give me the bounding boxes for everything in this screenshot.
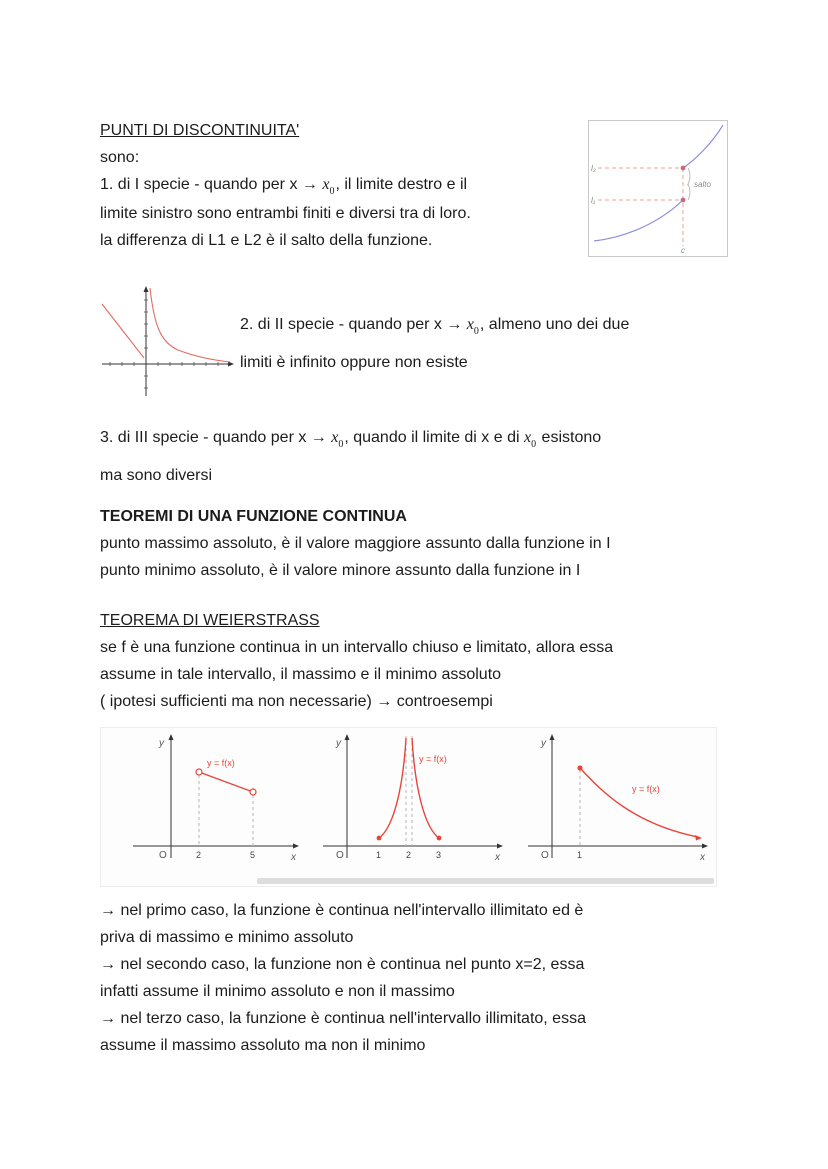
section-title-teoremi: TEOREMI DI UNA FUNZIONE CONTINUA <box>100 508 407 525</box>
second-species-graph <box>100 284 235 407</box>
lower-jump-point <box>681 198 686 203</box>
panel1-open-endpoint-left <box>196 769 202 775</box>
conclusion-line: infatti assume il minimo assoluto e non il massimo <box>100 983 455 1000</box>
section-teoremi <box>100 503 760 584</box>
panel3-origin-label: O <box>541 850 549 861</box>
panel3-curve <box>580 768 698 837</box>
section-third-species <box>100 420 760 494</box>
panel3-y-label: y <box>541 738 546 749</box>
panel1-fx-label: y = f(x) <box>207 758 235 768</box>
panel1-segment <box>199 772 253 792</box>
panel2-endpoint-left <box>376 836 381 841</box>
y-axis-arrow <box>144 286 149 292</box>
math-x: x <box>524 429 532 446</box>
panel1-tick-2: 2 <box>196 850 202 860</box>
panel3-curve-arrow <box>695 835 702 841</box>
panel1-tick-5: 5 <box>250 850 256 860</box>
conclusion-line: → nel terzo caso, la funzione è continua nell'intervallo illimitato, essa <box>100 1010 586 1027</box>
panel3-x-label: x <box>700 852 705 863</box>
math-x: x <box>322 176 330 193</box>
panel-1-graph <box>103 730 303 878</box>
math-sub0: 0 <box>531 439 537 450</box>
math-x: x <box>331 429 339 446</box>
conclusion-line: → nel primo caso, la funzione è continua nell'intervallo illimitato ed è <box>100 902 584 919</box>
teoremi-line1: punto massimo assoluto, è il valore maggiore assunto dalla funzione in I <box>100 535 611 552</box>
label-c: c <box>681 246 685 255</box>
item1-line2: limite sinistro sono entrambi finiti e diversi tra di loro. <box>100 205 471 222</box>
panel2-left-branch <box>379 738 406 838</box>
label-l2: l₂ <box>591 164 596 173</box>
hyperbola-branch <box>150 288 230 362</box>
panel1-y-label: y <box>159 738 164 749</box>
panel1-open-endpoint-right <box>250 789 256 795</box>
panel3-tick-1: 1 <box>577 850 583 860</box>
weierstrass-line3: ( ipotesi sufficienti ma non necessarie) → controesempi <box>100 693 493 710</box>
section-second-species <box>240 307 740 381</box>
section-title-discontinuita: PUNTI DI DISCONTINUITA' <box>100 122 300 139</box>
section-conclusions <box>100 897 760 1059</box>
left-red-line <box>102 304 144 358</box>
section-weierstrass <box>100 607 760 715</box>
panel1-origin-label: O <box>159 850 167 861</box>
math-sub0: 0 <box>338 439 344 450</box>
panel2-tick-2: 2 <box>405 850 411 860</box>
upper-jump-point <box>681 166 686 171</box>
math-x: x <box>466 316 474 333</box>
weierstrass-line1: se f è una funzione continua in un intervallo chiuso e limitato, allora essa <box>100 639 614 656</box>
label-salto: salto <box>694 180 711 189</box>
panel2-x-label: x <box>494 852 500 863</box>
jump-discontinuity-graph <box>588 120 728 262</box>
panel-3-graph <box>514 730 714 878</box>
label-l1: l₁ <box>591 196 596 205</box>
item1-line1: 1. di I specie - quando per $x \to x_0$, il limite destro e il <box>100 176 468 197</box>
teoremi-line2: punto minimo assoluto, è il valore minore assunto dalla funzione in I <box>100 562 581 579</box>
counterexamples-figure <box>100 727 717 887</box>
conclusion-line: assume il massimo assoluto ma non il minimo <box>100 1037 426 1054</box>
item1-line3: la differenza di L1 e L2 è il salto della funzione. <box>100 232 433 249</box>
intro-line: sono: <box>100 149 140 166</box>
panel3-endpoint <box>577 765 582 770</box>
panel2-right-branch <box>412 738 439 838</box>
item2-line2: limiti è infinito oppure non esiste <box>240 354 468 371</box>
math-sub0: 0 <box>473 326 479 337</box>
item2-line1: 2. di II specie - quando per $x \to x_0$, almeno uno dei due <box>240 316 630 337</box>
section-discontinuita <box>100 117 580 254</box>
panel1-x-label: x <box>291 852 296 863</box>
panel2-origin-label: O <box>335 850 344 861</box>
item3-line2: ma sono diversi <box>100 467 213 484</box>
figure-scroll-shadow <box>257 878 714 884</box>
math-sub0: 0 <box>329 186 335 197</box>
panel2-endpoint-right <box>436 836 441 841</box>
section-title-weierstrass: TEOREMA DI WEIERSTRASS <box>100 612 320 629</box>
axis-ticks <box>110 300 218 388</box>
panel2-tick-1: 1 <box>375 850 381 860</box>
panel3-fx-label: y = f(x) <box>632 784 660 794</box>
panel2-y-label: y <box>335 738 341 749</box>
panel2-fx-label: y = f(x) <box>418 754 447 764</box>
panel-2-graph <box>309 730 509 878</box>
weierstrass-line2: assume in tale intervallo, il massimo e il minimo assoluto <box>100 666 502 683</box>
conclusion-line: → nel secondo caso, la funzione non è continua nel punto x=2, essa <box>100 956 585 973</box>
panel2-tick-3: 3 <box>435 850 441 860</box>
item3-line1: 3. di III specie - quando per $x \to x_0$, quando il limite di x e di $x_0$ esistono <box>100 429 602 450</box>
conclusion-line: priva di massimo e minimo assoluto <box>100 929 354 946</box>
